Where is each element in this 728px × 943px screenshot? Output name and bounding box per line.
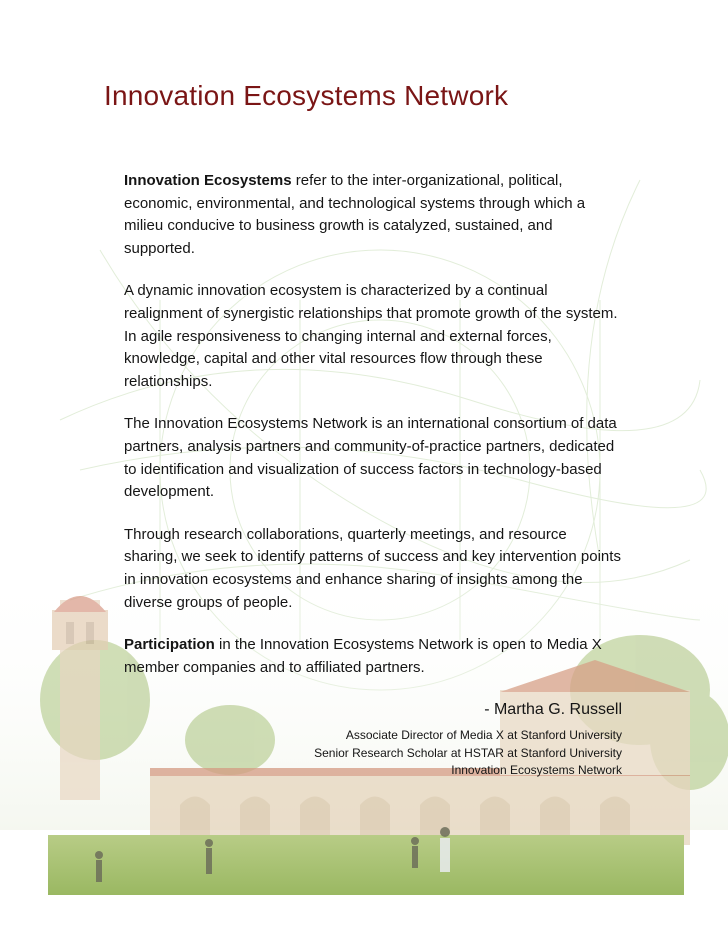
paragraph-definition [124, 170, 624, 260]
signature-role-2: Senior Research Scholar at HSTAR at Stanford University [314, 745, 622, 760]
paragraph-network-consortium [124, 413, 624, 503]
paragraph-text: refer to the inter-organizational, political, economic, environmental, and technological systems through which a milieu conducive to business growth is catalyzed, sustained, and supported. [124, 172, 586, 257]
signature-name: - Martha G. Russell [484, 701, 622, 718]
paragraph-text: Through research collaborations, quarterly meetings, and resource sharing, we seek to identify patterns of success and key intervention points in innovation ecosystems and enhance sharing of insights among the diverse groups of people. [124, 525, 621, 611]
term-participation: Participation [124, 636, 215, 654]
page-title: Innovation Ecosystems Network [104, 80, 509, 111]
paragraph-text: The Innovation Ecosystems Network is an international consortium of data partners, analysis partners and community-of-practice partners, dedicated to identification and visualization of success factors in technology-based development. [124, 415, 617, 501]
signature-role-1: Associate Director of Media X at Stanford University [345, 728, 622, 742]
paragraph-participation [124, 634, 624, 679]
paragraph-text: in the Innovation Ecosystems Network is open to Media X member companies and to affiliated partners. [124, 636, 602, 676]
term-innovation-ecosystems: Innovation Ecosystems [124, 172, 292, 189]
paragraph-dynamic-ecosystem [124, 280, 624, 393]
signature-role-3: Innovation Ecosystems Network [451, 763, 622, 777]
paragraph-text: A dynamic innovation ecosystem is characterized by a continual realignment of synergistic relationships that promote growth of the system. In agile responsiveness to changing internal and external forces, knowledge, capital and other vital resources flow through these relationships. [124, 282, 618, 390]
signature-block [314, 699, 622, 780]
body-text [124, 170, 624, 699]
paragraph-research-collaborations [124, 524, 624, 614]
